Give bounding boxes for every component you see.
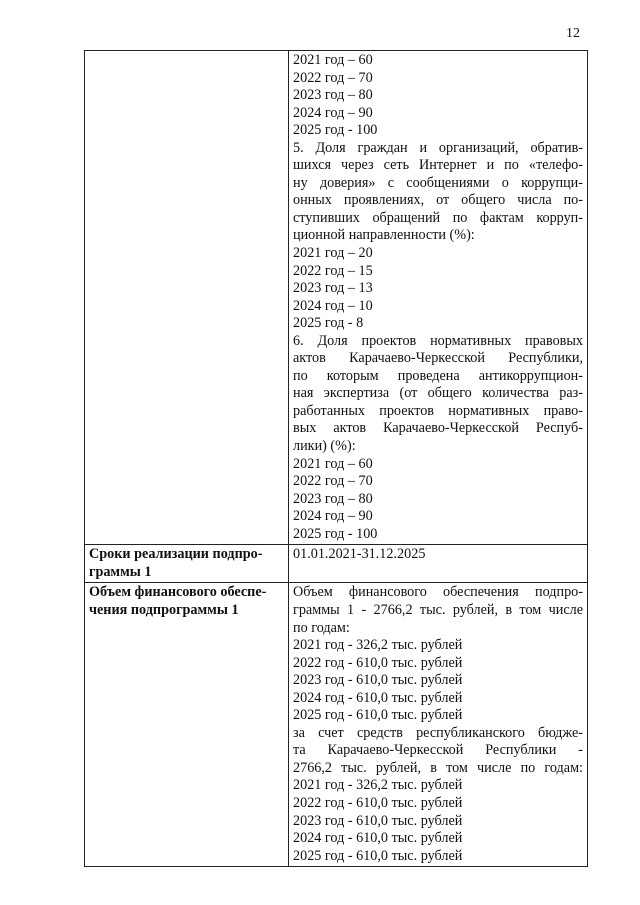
value-line: 6. Доля проектов нормативных правовых	[293, 332, 583, 349]
value-line: та Карачаево-Черкесской Республики -	[293, 742, 583, 759]
value-line: 2022 год – 70	[293, 69, 373, 86]
value-line: ная экспертиза (от общего количества раз-	[293, 385, 583, 402]
value-line: по годам:	[293, 619, 350, 636]
row-label-cell	[85, 583, 289, 867]
value-line: 2022 год - 610,0 тыс. рублей	[293, 794, 463, 811]
value-line: лики) (%):	[293, 438, 356, 455]
value-line: 2021 год – 20	[293, 245, 373, 262]
value-line: шихся через сеть Интернет и по «телефо-	[293, 157, 583, 174]
value-line: Объем финансового обеспечения подпро-	[293, 584, 583, 601]
value-line: 2025 год - 100	[293, 122, 378, 139]
value-line: 2024 год – 10	[293, 297, 373, 314]
value-line: 2766,2 тыс. рублей, в том числе по годам:	[293, 759, 583, 776]
value-line: 2023 год - 610,0 тыс. рублей	[293, 812, 463, 829]
value-line: 5. Доля граждан и организаций, обратив-	[293, 139, 583, 156]
row-indicators	[85, 51, 588, 545]
value-line: ну доверия» с сообщениями о коррупци-	[293, 174, 583, 191]
value-line: 2023 год – 13	[293, 280, 373, 297]
label-line: Сроки реализации подпро-	[89, 546, 263, 563]
value-line: 2021 год - 326,2 тыс. рублей	[293, 777, 463, 794]
value-line: ступивших обращений по фактам корруп-	[293, 209, 583, 226]
value-line: 2025 год - 100	[293, 525, 378, 542]
value-line: 2025 год - 8	[293, 315, 364, 332]
value-line: работанных проектов нормативных право-	[293, 402, 583, 419]
row-financing-volume	[85, 583, 588, 867]
row-value-cell	[289, 545, 588, 583]
value-line: онных проявлениях, от общего числа по-	[293, 192, 583, 209]
value-line: 2024 год - 610,0 тыс. рублей	[293, 689, 463, 706]
value-line: 2022 год - 610,0 тыс. рублей	[293, 654, 463, 671]
row-value-cell	[289, 51, 588, 545]
value-line: 2022 год – 70	[293, 473, 373, 490]
value-line: 2023 год – 80	[293, 490, 373, 507]
value-line: 2025 год - 610,0 тыс. рублей	[293, 847, 463, 864]
row-label-cell	[85, 51, 289, 545]
passport-table	[84, 50, 588, 867]
value-line: актов Карачаево-Черкесской Республики,	[293, 350, 583, 367]
value-line: 2022 год – 15	[293, 262, 373, 279]
label-line: чения подпрограммы 1	[89, 601, 239, 618]
value-line: 2021 год - 326,2 тыс. рублей	[293, 637, 463, 654]
label-line: Объем финансового обеспе-	[89, 584, 267, 601]
value-line: 2023 год – 80	[293, 87, 373, 104]
value-line: 2021 год – 60	[293, 455, 373, 472]
value-line: 2024 год - 610,0 тыс. рублей	[293, 830, 463, 847]
value-line: 2023 год - 610,0 тыс. рублей	[293, 672, 463, 689]
value-line: за счет средств республиканского бюдже-	[293, 724, 583, 741]
value-line: 01.01.2021-31.12.2025	[293, 546, 426, 563]
value-line: 2021 год – 60	[293, 52, 373, 68]
value-line: 2024 год – 90	[293, 104, 373, 121]
row-label-cell	[85, 545, 289, 583]
row-value-cell	[289, 583, 588, 867]
page-number: 12	[566, 26, 580, 41]
value-line: по которым проведена антикоррупцион-	[293, 367, 583, 384]
row-implementation-period	[85, 545, 588, 583]
value-line: 2024 год – 90	[293, 508, 373, 525]
value-line: вых актов Карачаево-Черкесской Респуб-	[293, 420, 583, 437]
value-line: ционной направленности (%):	[293, 227, 475, 244]
value-line: граммы 1 - 2766,2 тыс. рублей, в том числе	[293, 601, 583, 618]
value-line: 2025 год - 610,0 тыс. рублей	[293, 707, 463, 724]
label-line: граммы 1	[89, 563, 152, 580]
